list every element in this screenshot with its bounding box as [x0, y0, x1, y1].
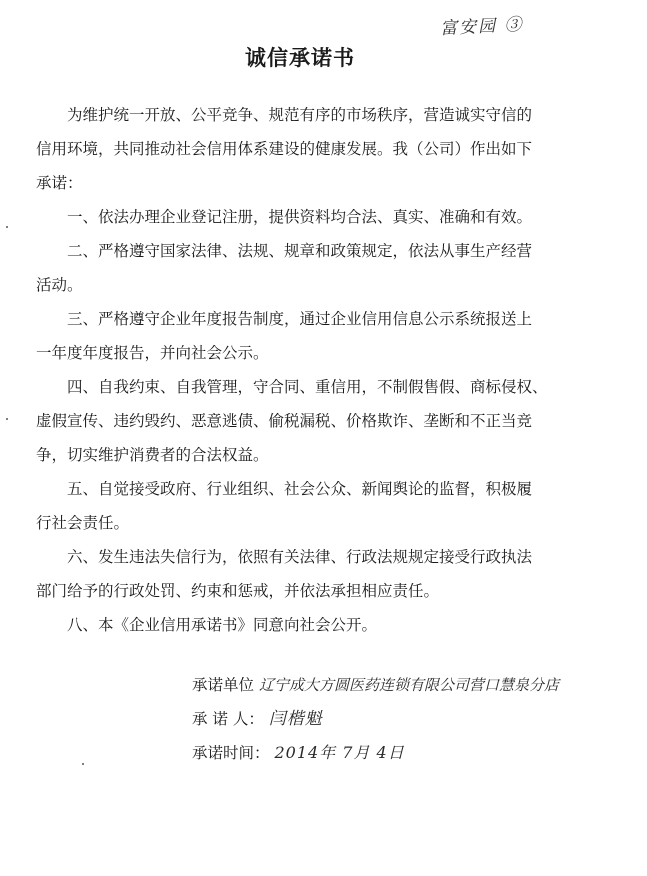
body-line: 八、本《企业信用承诺书》同意向社会公开。 [67, 616, 378, 634]
body-line: 承诺： [36, 174, 83, 192]
body-line: 行社会责任。 [36, 514, 130, 532]
signature-unit-row [192, 668, 632, 702]
body-line: 活动。 [36, 276, 83, 294]
body-line: 一年度年度报告，并向社会公示。 [36, 344, 269, 362]
body-line: 四、自我约束、自我管理，守合同、重信用，不制假售假、商标侵权、 [67, 378, 548, 396]
page-title: 诚信承诺书 [245, 46, 355, 70]
body-line: 虚假宣传、违约毁约、恶意逃债、偷税漏税、价格欺诈、垄断和不正当竞 [36, 412, 533, 430]
person-label: 承 诺 人： [192, 710, 264, 728]
signature-person-row [192, 702, 632, 736]
body-line: 三、严格遵守企业年度报告制度，通过企业信用信息公示系统报送上 [67, 310, 533, 328]
date-handwritten-value: 2014年 7月 4日 [274, 743, 405, 762]
body-line: 为维护统一开放、公平竞争、规范有序的市场秩序，营造诚实守信的 [67, 106, 533, 124]
body-line: 争，切实维护消费者的合法权益。 [36, 446, 269, 464]
unit-handwritten-value: 辽宁成大方圆医药连锁有限公司营口慧泉分店 [258, 676, 559, 694]
body-line: 部门给予的行政处罚、约束和惩戒，并依法承担相应责任。 [36, 582, 440, 600]
body-line: 六、发生违法失信行为，依照有关法律、行政法规规定接受行政执法 [67, 548, 533, 566]
person-handwritten-signature: 闫楷魁 [268, 709, 323, 729]
date-label: 承诺时间： [192, 744, 270, 762]
scan-speck [82, 763, 84, 765]
body-line: 信用环境，共同推动社会信用体系建设的健康发展。我（公司）作出如下 [36, 140, 533, 158]
body-line: 五、自觉接受政府、行业组织、社会公众、新闻舆论的监督，积极履 [67, 480, 533, 498]
signature-block [192, 668, 632, 770]
unit-label: 承诺单位 [192, 676, 255, 694]
handwritten-corner-note: 富安园 ③ [439, 14, 525, 40]
signature-date-row [192, 736, 632, 770]
commitment-body [36, 98, 602, 642]
body-line: 二、严格遵守国家法律、法规、规章和政策规定，依法从事生产经营 [67, 242, 533, 260]
scan-speck [6, 418, 8, 420]
scan-speck [6, 226, 8, 228]
body-line: 一、依法办理企业登记注册，提供资料均合法、真实、准确和有效。 [67, 208, 533, 226]
